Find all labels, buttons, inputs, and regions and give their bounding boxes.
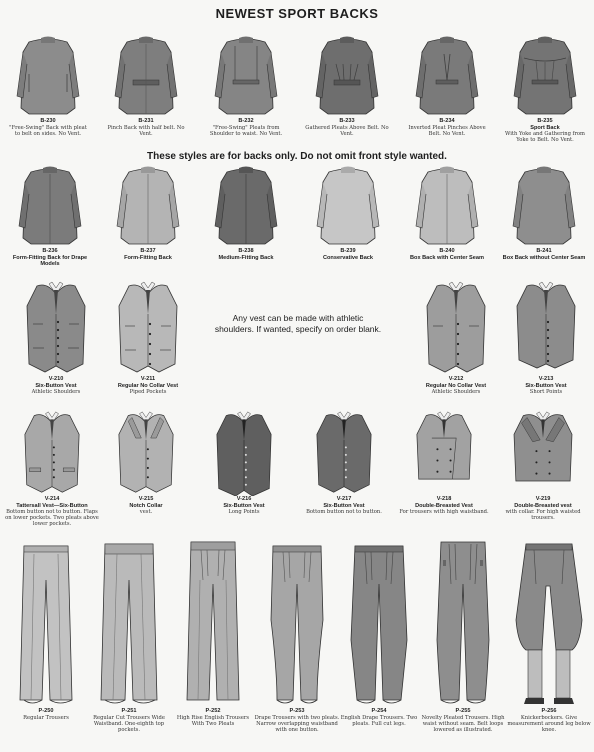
item-desc: Gathered Pleats Above Belt. No Vent.	[305, 124, 389, 137]
item-code: V-215	[138, 496, 154, 502]
coat-back-illustration	[213, 34, 279, 118]
catalog-item	[405, 34, 489, 137]
item-name: Six-Button Vest	[323, 502, 365, 509]
vest-illustration	[209, 410, 279, 496]
item-name: Conservative Back	[322, 254, 374, 261]
catalog-item	[396, 410, 492, 515]
item-desc: For trousers with high waistband.	[399, 509, 489, 515]
item-desc: Bottom button not to button. Flaps on lower pockets. Two pleats above lower pockets.	[5, 509, 99, 528]
item-name: Double-Breasted Vest	[415, 502, 473, 509]
catalog-item	[494, 410, 592, 521]
item-code: P-254	[371, 708, 387, 714]
catalog-item	[102, 164, 194, 261]
item-code: B-236	[42, 248, 58, 254]
catalog-item	[401, 164, 493, 261]
item-desc: Athletic Shoulders	[31, 389, 81, 395]
item-code: V-210	[48, 376, 64, 382]
knickerbockers-illustration	[514, 540, 584, 708]
item-code: B-240	[439, 248, 455, 254]
backs-note: These styles are for backs only. Do not omit front style wanted.	[147, 151, 447, 162]
vest-illustration	[19, 280, 93, 376]
item-desc: Inverted Pleat Pinches Above Belt. No Vent.	[408, 124, 486, 137]
catalog-item	[200, 164, 292, 261]
item-code: B-232	[238, 118, 254, 124]
item-code: B-234	[439, 118, 455, 124]
item-code: P-250	[38, 708, 54, 714]
catalog-item	[170, 540, 256, 727]
item-code: V-216	[236, 496, 252, 502]
item-code: V-214	[44, 496, 60, 502]
trousers-illustration	[96, 540, 162, 708]
item-code: B-237	[140, 248, 156, 254]
coat-back-illustration	[211, 164, 281, 248]
catalog-item	[204, 34, 288, 137]
trousers-illustration	[264, 540, 330, 708]
item-code: B-233	[339, 118, 355, 124]
catalog-item	[252, 540, 342, 733]
catalog-item	[296, 410, 392, 515]
item-name: Double-Breasted vest	[514, 502, 572, 509]
item-desc: High Rise English Trousers With Two Pleats	[176, 714, 250, 727]
item-code: P-255	[455, 708, 471, 714]
trousers-illustration	[14, 540, 78, 708]
trousers-illustration	[181, 540, 245, 708]
item-name: Six-Button Vest	[223, 502, 265, 509]
item-desc: English Drape Trousers. Two pleats. Full cut legs.	[340, 714, 418, 727]
item-desc: With Yoke and Gathering from Yoke to Belt. No Vent.	[505, 131, 585, 144]
item-code: P-252	[205, 708, 221, 714]
catalog-item	[104, 34, 188, 137]
item-name: Sport Back	[530, 124, 560, 131]
vest-illustration	[509, 280, 583, 376]
catalog-item	[4, 410, 100, 528]
coat-back-illustration	[314, 34, 380, 118]
item-desc: Short Points	[529, 389, 563, 395]
item-desc: with collar. For high waisted trousers.	[505, 509, 581, 522]
catalog-item	[500, 280, 592, 395]
page-title: NEWEST SPORT BACKS	[215, 6, 379, 21]
catalog-item	[418, 540, 508, 733]
item-name: Form-Fitting Back	[124, 254, 172, 261]
item-code: P-256	[541, 708, 557, 714]
vest-note: Any vest can be made with athletic shoulders. If wanted, specify on order blank.	[214, 313, 382, 334]
coat-back-illustration	[313, 164, 383, 248]
item-name: Medium-Fitting Back	[218, 254, 274, 261]
catalog-item	[8, 280, 104, 395]
item-desc: "Free-Swing" Back with pleat to belt on sides. No Vent.	[9, 124, 87, 137]
catalog-item	[100, 280, 196, 395]
item-desc: Regular Cut Trousers Wide Waistband. One-eighth top pockets.	[93, 714, 165, 733]
coat-back-illustration	[15, 34, 81, 118]
item-name: Box Back with Center Seam	[410, 254, 484, 261]
item-code: V-218	[436, 496, 452, 502]
item-name: Form-Fitting Back for Drape Models	[12, 254, 88, 267]
catalog-item	[302, 164, 394, 261]
item-desc: Bottom button not to button.	[306, 509, 382, 515]
item-code: B-235	[537, 118, 553, 124]
coat-back-illustration	[15, 164, 85, 248]
item-desc: Novelty Pleated Trousers. High waist without seam. Belt loops lowered as illustrated.	[421, 714, 505, 733]
item-desc: Drape Trousers with two pleats. Narrow overlapping waistband with one button.	[254, 714, 340, 733]
coat-back-illustration	[113, 34, 179, 118]
catalog-item	[6, 34, 90, 137]
item-code: V-212	[448, 376, 464, 382]
catalog-item	[86, 540, 172, 733]
coat-back-illustration	[412, 164, 482, 248]
item-code: B-241	[536, 248, 552, 254]
vest-illustration	[111, 410, 181, 496]
coat-back-illustration	[509, 164, 579, 248]
item-desc: Knickerbockers. Give measurement around leg below knee.	[507, 714, 591, 733]
item-code: B-239	[340, 248, 356, 254]
trousers-illustration	[346, 540, 412, 708]
item-name: Box Back without Center Seam	[502, 254, 586, 261]
catalog-item	[506, 540, 592, 733]
coat-back-illustration	[414, 34, 480, 118]
item-name: Notch Collar	[129, 502, 163, 509]
item-code: B-231	[138, 118, 154, 124]
item-desc: Piped Pockets	[129, 389, 167, 395]
catalog-item	[305, 34, 389, 137]
catalog-item	[503, 34, 587, 143]
item-desc: Regular Trousers	[23, 714, 69, 721]
vest-illustration	[111, 280, 185, 376]
catalog-item	[408, 280, 504, 395]
vest-illustration	[419, 280, 493, 376]
vest-illustration	[409, 410, 479, 496]
item-desc: Long Points	[228, 509, 260, 515]
trousers-illustration	[430, 540, 496, 708]
item-name: Six-Button Vest	[525, 382, 567, 389]
item-code: V-211	[140, 376, 156, 382]
item-code: V-217	[336, 496, 352, 502]
item-name: Regular No Collar Vest	[425, 382, 487, 389]
coat-back-illustration	[113, 164, 183, 248]
item-name: Regular No Collar Vest	[117, 382, 179, 389]
item-desc: "Free-Swing" Pleats from Shoulder to waist. No Vent.	[209, 124, 283, 137]
item-desc: vest.	[139, 509, 153, 515]
item-code: B-230	[40, 118, 56, 124]
item-desc: Pinch Back with half belt. No Vent.	[107, 124, 185, 137]
item-code: P-253	[289, 708, 305, 714]
catalog-item	[98, 410, 194, 515]
item-code: B-238	[238, 248, 254, 254]
vest-illustration	[309, 410, 379, 496]
item-desc: Athletic Shoulders	[431, 389, 481, 395]
catalog-item	[6, 540, 86, 721]
catalog-item	[498, 164, 590, 261]
item-name: Six-Button Vest	[35, 382, 77, 389]
catalog-item	[196, 410, 292, 515]
catalog-item	[334, 540, 424, 727]
item-code: V-219	[535, 496, 551, 502]
coat-back-illustration	[512, 34, 578, 118]
vest-illustration	[17, 410, 87, 496]
catalog-item	[4, 164, 96, 268]
item-code: V-213	[538, 376, 554, 382]
vest-illustration	[507, 410, 579, 496]
item-name: Tattersall Vest—Six-Button	[16, 502, 88, 509]
item-code: P-251	[121, 708, 137, 714]
